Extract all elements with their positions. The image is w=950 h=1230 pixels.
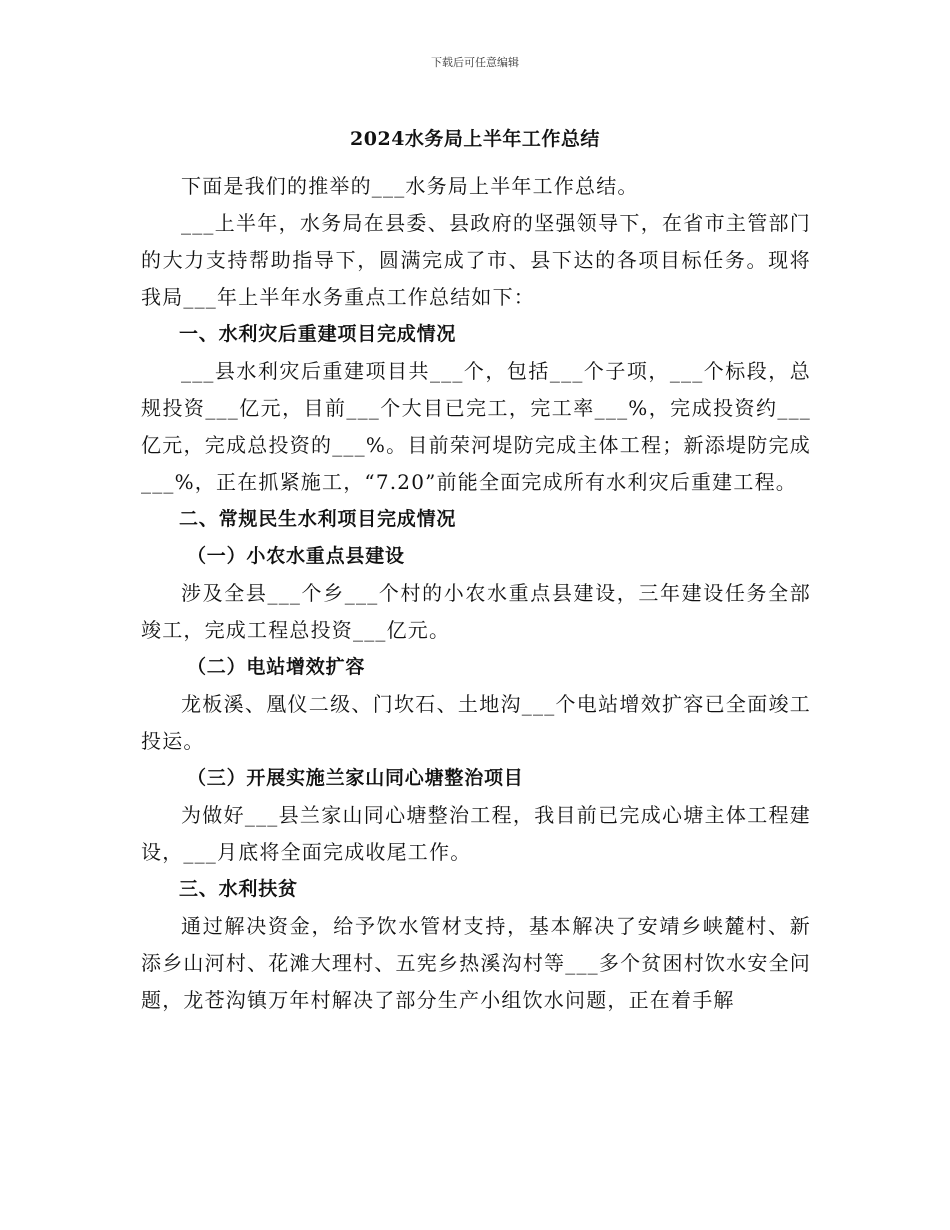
section-2-3-body: 为做好___县兰家山同心塘整治工程，我目前已完成心塘主体工程建设，___月底将全面完成收尾工作。 [141, 803, 811, 864]
document-title: 2024水务局上半年工作总结 [350, 128, 600, 150]
section-2-2-heading: （二）电站增效扩容 [187, 656, 366, 678]
overview-paragraph: ___上半年，水务局在县委、县政府的坚强领导下，在省市主管部门的大力支持帮助指导下，圆满完成了市、县下达的各项目标任务。现将我局___年上半年水务重点工作总结如下： [141, 211, 811, 309]
section-3-heading: 三、水利扶贫 [179, 878, 298, 900]
section-1-heading: 一、水利灾后重建项目完成情况 [179, 323, 457, 345]
section-2-1-body: 涉及全县___个乡___个村的小农水重点县建设，三年建设任务全部竣工，完成工程总投资___亿元。 [141, 581, 811, 642]
page-header-note: 下载后可任意编辑 [431, 56, 519, 69]
section-2-2-body: 龙板溪、凰仪二级、门坎石、土地沟___个电站增效扩容已全面竣工投运。 [141, 692, 811, 753]
section-2-3-heading: （三）开展实施兰家山同心塘整治项目 [187, 767, 524, 789]
section-2-heading: 二、常规民生水利项目完成情况 [179, 508, 457, 530]
section-3-body: 通过解决资金，给予饮水管材支持，基本解决了安靖乡峡麓村、新添乡山河村、花滩大理村、五宪乡热溪沟村等___多个贫困村饮水安全问题，龙苍沟镇万年村解决了部分生产小组饮水问题，正在着手解 [141, 914, 811, 1012]
section-2-1-heading: （一）小农水重点县建设 [187, 545, 405, 567]
document-body [141, 168, 811, 1019]
intro-paragraph: 下面是我们的推举的___水务局上半年工作总结。 [181, 174, 639, 198]
section-1-body: ___县水利灾后重建项目共___个，包括___个子项，___个标段，总规投资___亿元，目前___个大目已完工，完工率___%，完成投资约___亿元，完成总投资的___%。目前荣河堤防完成主体工程；新添堤防完成___%，正在抓紧施工，“7.20”前能全面完成所有水利灾后重建工程。 [141, 359, 811, 494]
